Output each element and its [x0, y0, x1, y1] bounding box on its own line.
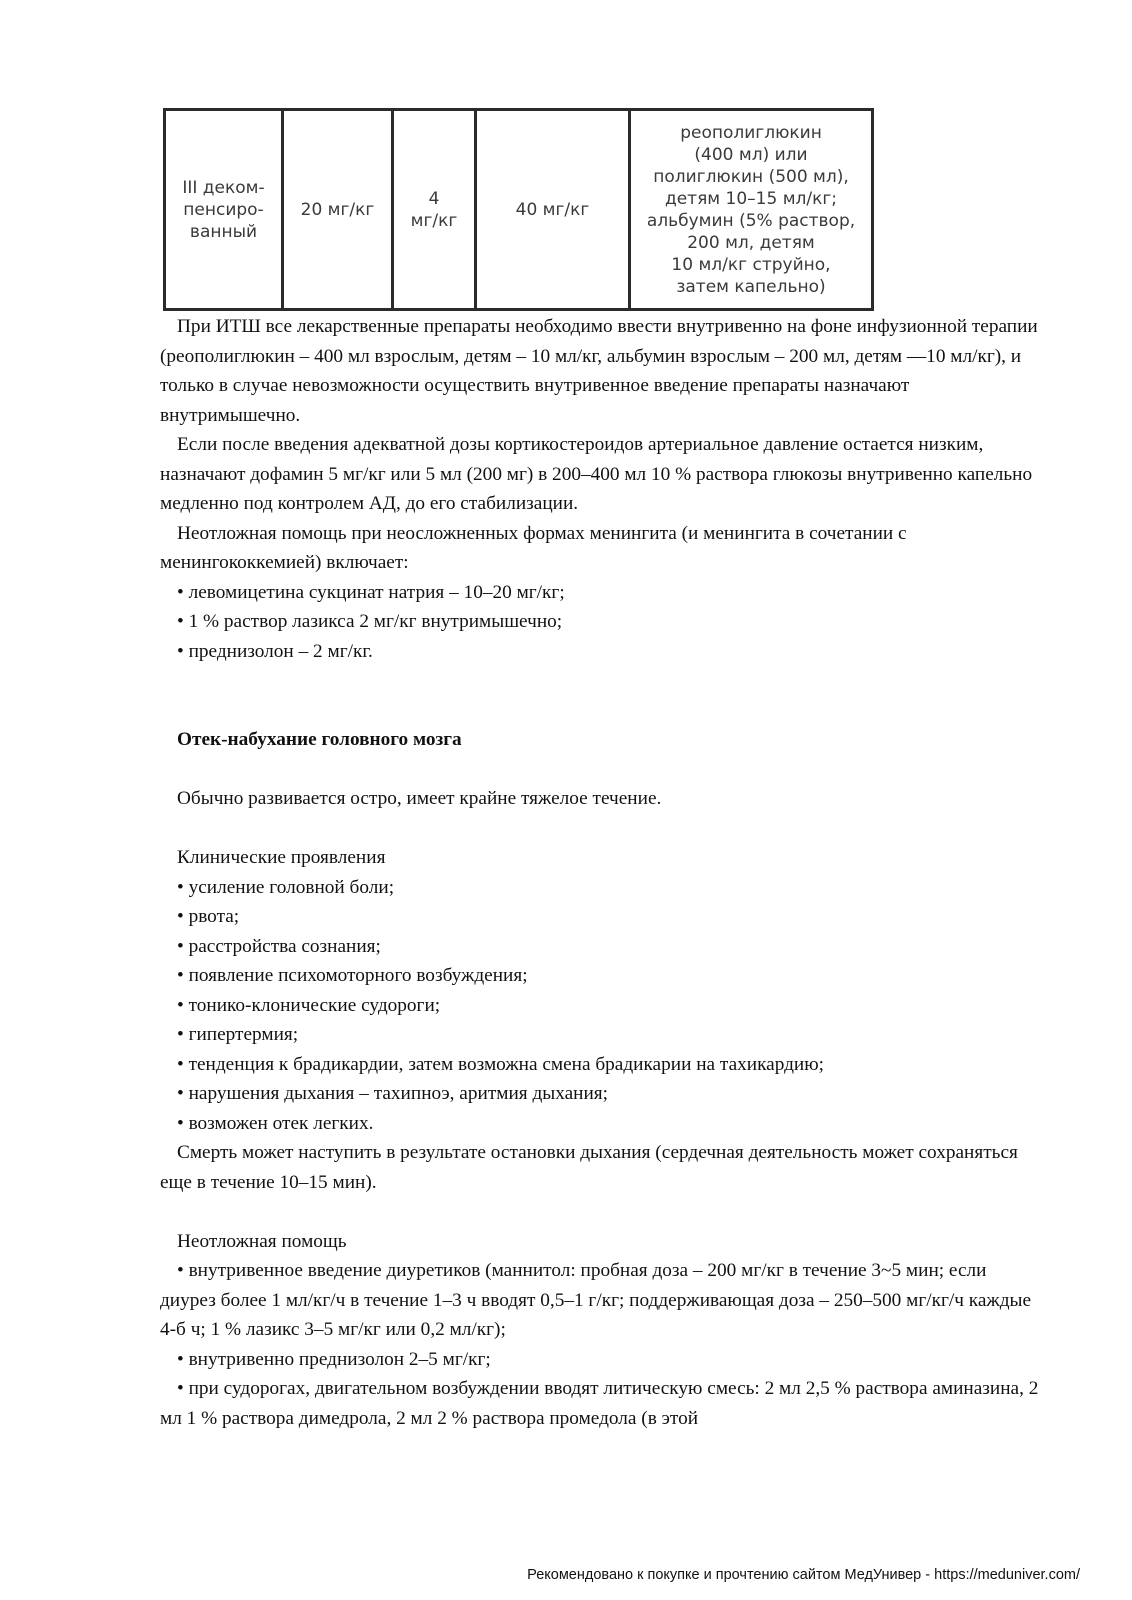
- list-item: • появление психомоторного возбуждения;: [177, 965, 528, 986]
- list-item: • внутривенно преднизолон 2–5 мг/кг;: [177, 1348, 491, 1370]
- paragraph-dopamine: Если после введения адекватной дозы кортикостероидов артериальное давление остается низким, назначают дофамин 5 мг/кг или 5 мл (200 мг) в 200–400 мл 10 % раствора глюкозы внутривенно капельно медленно под контролем АД, до его стабилизации.: [160, 434, 1033, 514]
- paragraph-onset: Обычно развивается остро, имеет крайне тяжелое течение.: [177, 788, 662, 809]
- list-item: • тенденция к брадикардии, затем возможна смена брадикарии на тахикардию;: [177, 1053, 825, 1075]
- list-item: • левомицетина сукцинат натрия – 10–20 мг/кг;: [177, 581, 565, 603]
- list-item: • тонико-клонические судороги;: [177, 994, 441, 1016]
- document-body: [160, 312, 1040, 1433]
- list-item: • внутривенное введение диуретиков (маннитол: пробная доза – 200 мг/кг в течение 3~5 мин; если диурез более 1 мл/кг/ч в течение 1–3 ч вводят 0,5–1 г/кг; поддерживающая доза – 250–500 мг/кг/ч каждые 4-б ч; 1 % лазикс 3–5 мг/кг или 0,2 мл/кг);: [160, 1260, 1032, 1340]
- table-cell-dose-1: 20 мг/кг: [283, 110, 393, 310]
- paragraph-itsh: При ИТШ все лекарственные препараты необходимо ввести внутривенно на фоне инфузионной терапии (реополиглюкин – 400 мл взрослым, детям – 10 мл/кг, альбумин взрослым – 200 мл, детям —10 мл/кг), и только в случае невозможности осуществить внутривенное введение препараты назначают внутримышечно.: [160, 316, 1038, 426]
- list-item: • возможен отек легких.: [177, 1112, 374, 1134]
- section-heading: Отек-набухание головного мозга: [177, 729, 462, 750]
- table-cell-dose-2: 4 мг/кг: [393, 110, 476, 310]
- list-item: • нарушения дыхания – тахипноэ, аритмия дыхания;: [177, 1083, 609, 1104]
- clinical-title: Клинические проявления: [177, 847, 386, 868]
- table-cell-dose-3: 40 мг/кг: [476, 110, 630, 310]
- list-item: • рвота;: [177, 906, 240, 927]
- list-item: • расстройства сознания;: [177, 935, 381, 957]
- list-item: • гипертермия;: [177, 1024, 299, 1045]
- table-cell-stage: III деком- пенсиро- ванный: [165, 110, 283, 310]
- help-title: Неотложная помощь: [177, 1230, 347, 1252]
- list-item: • 1 % раствор лазикса 2 мг/кг внутримышечно;: [177, 611, 563, 632]
- paragraph-death: Смерть может наступить в результате остановки дыхания (сердечная деятельность может сохраняться еще в течение 10–15 мин).: [160, 1142, 1018, 1193]
- table-row: [165, 110, 873, 310]
- list-item: • преднизолон – 2 мг/кг.: [177, 640, 373, 662]
- paragraph-meningitis: Неотложная помощь при неосложненных формах менингита (и менингита в сочетании с менингококкемией) включает:: [160, 522, 907, 573]
- table-cell-infusion: реополиглюкин (400 мл) или полиглюкин (500 мл), детям 10–15 мл/кг; альбумин (5% раствор, 200 мл, детям 10 мл/кг струйно, затем капельно): [630, 110, 873, 310]
- footer-recommendation: Рекомендовано к покупке и прочтению сайтом МедУнивер - https://meduniver.com/: [527, 1567, 1080, 1583]
- dosage-table: [163, 108, 874, 311]
- list-item: • усиление головной боли;: [177, 876, 395, 898]
- list-item: • при судорогах, двигательном возбуждении вводят литическую смесь: 2 мл 2,5 % раствора аминазина, 2 мл 1 % раствора димедрола, 2 мл 2 % раствора промедола (в этой: [160, 1378, 1039, 1429]
